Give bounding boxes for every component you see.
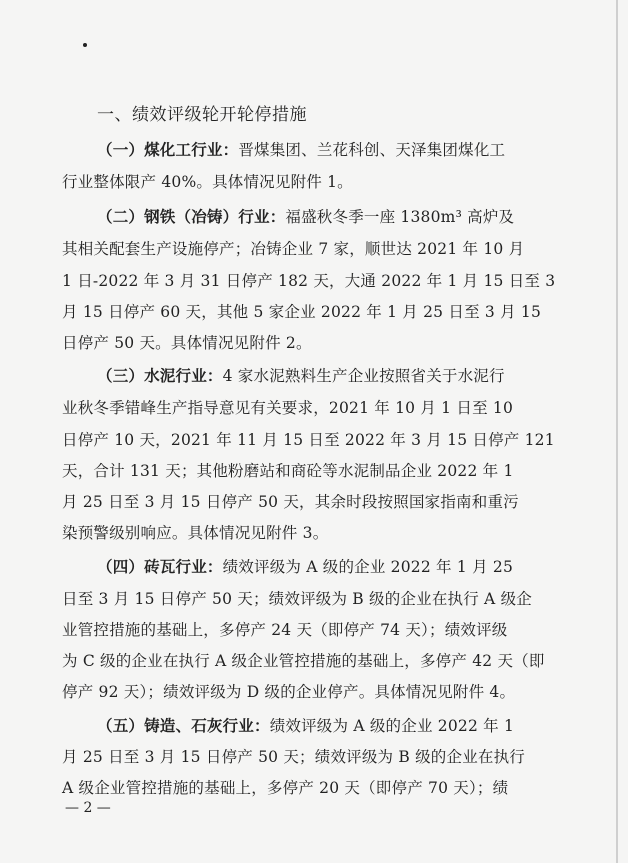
section-heading: 一、绩效评级轮开轮停措施 xyxy=(97,105,307,125)
paragraph-line: 月 15 日停产 60 天，其他 5 家企业 2022 年 1 月 25 日至 3 月 15 xyxy=(62,303,542,321)
paragraph-line: 行业整体限产 40%。具体情况见附件 1。 xyxy=(62,173,353,191)
paragraph-lead: （三）水泥行业： xyxy=(97,367,223,385)
paragraph-line: 其相关配套生产设施停产；冶铸企业 7 家，顺世达 2021 年 10 月 xyxy=(62,240,525,258)
paragraph-line xyxy=(97,555,513,577)
paragraph-line: 日至 3 月 15 日停产 50 天；绩效评级为 B 级的企业在执行 A 级企 xyxy=(62,590,532,608)
paragraph-line: 1 日-2022 年 3 月 31 日停产 182 天，大通 2022 年 1 月 15 日至 3 xyxy=(62,272,556,290)
paragraph-text: 4 家水泥熟料生产企业按照省关于水泥行 xyxy=(222,367,505,385)
paragraph-line: 停产 92 天）；绩效评级为 D 级的企业停产。具体情况见附件 4。 xyxy=(62,683,516,701)
paragraph-lead: （四）砖瓦行业： xyxy=(97,558,223,576)
paragraph-text: 绩效评级为 A 级的企业 2022 年 1 xyxy=(269,717,515,735)
paragraph-line xyxy=(97,138,505,160)
paragraph-lead: （五）铸造、石灰行业： xyxy=(97,717,270,735)
page-number: — 2 — xyxy=(65,800,111,816)
paragraph-line xyxy=(97,714,514,736)
paragraph-text: 福盛秋冬季一座 1380m³ 高炉及 xyxy=(285,208,515,226)
paragraph-lead: （一）煤化工行业： xyxy=(97,141,239,159)
paragraph-line: A 级企业管控措施的基础上，多停产 20 天（即停产 70 天）；绩 xyxy=(62,779,509,797)
paragraph-line xyxy=(97,364,505,386)
paragraph-line xyxy=(97,205,514,227)
paragraph-line: 为 C 级的企业在执行 A 级企业管控措施的基础上，多停产 42 天（即 xyxy=(62,652,545,670)
scan-edge-line xyxy=(616,0,618,863)
paragraph-line: 日停产 50 天。具体情况见附件 2。 xyxy=(62,334,312,352)
paragraph-line: 业秋冬季错峰生产指导意见有关要求，2021 年 10 月 1 日至 10 xyxy=(62,399,514,417)
paragraph-line: 天，合计 131 天；其他粉磨站和商砼等水泥制品企业 2022 年 1 xyxy=(62,462,514,480)
paragraph-line: 月 25 日至 3 月 15 日停产 50 天，其余时段按照国家指南和重污 xyxy=(62,493,519,511)
paragraph-text: 绩效评级为 A 级的企业 2022 年 1 月 25 xyxy=(222,558,514,576)
paragraph-line: 月 25 日至 3 月 15 日停产 50 天；绩效评级为 B 级的企业在执行 xyxy=(62,748,525,766)
paragraph-lead: （二）钢铁（冶铸）行业： xyxy=(97,208,286,226)
paragraph-line: 日停产 10 天，2021 年 11 月 15 日至 2022 年 3 月 15 日停产 121 xyxy=(62,431,555,449)
scan-dot-mark xyxy=(83,43,87,47)
paragraph-line: 业管控措施的基础上，多停产 24 天（即停产 74 天）；绩效评级 xyxy=(62,621,508,639)
paragraph-line: 染预警级别响应。具体情况见附件 3。 xyxy=(62,524,329,542)
paragraph-text: 晋煤集团、兰花科创、天泽集团煤化工 xyxy=(238,141,506,159)
